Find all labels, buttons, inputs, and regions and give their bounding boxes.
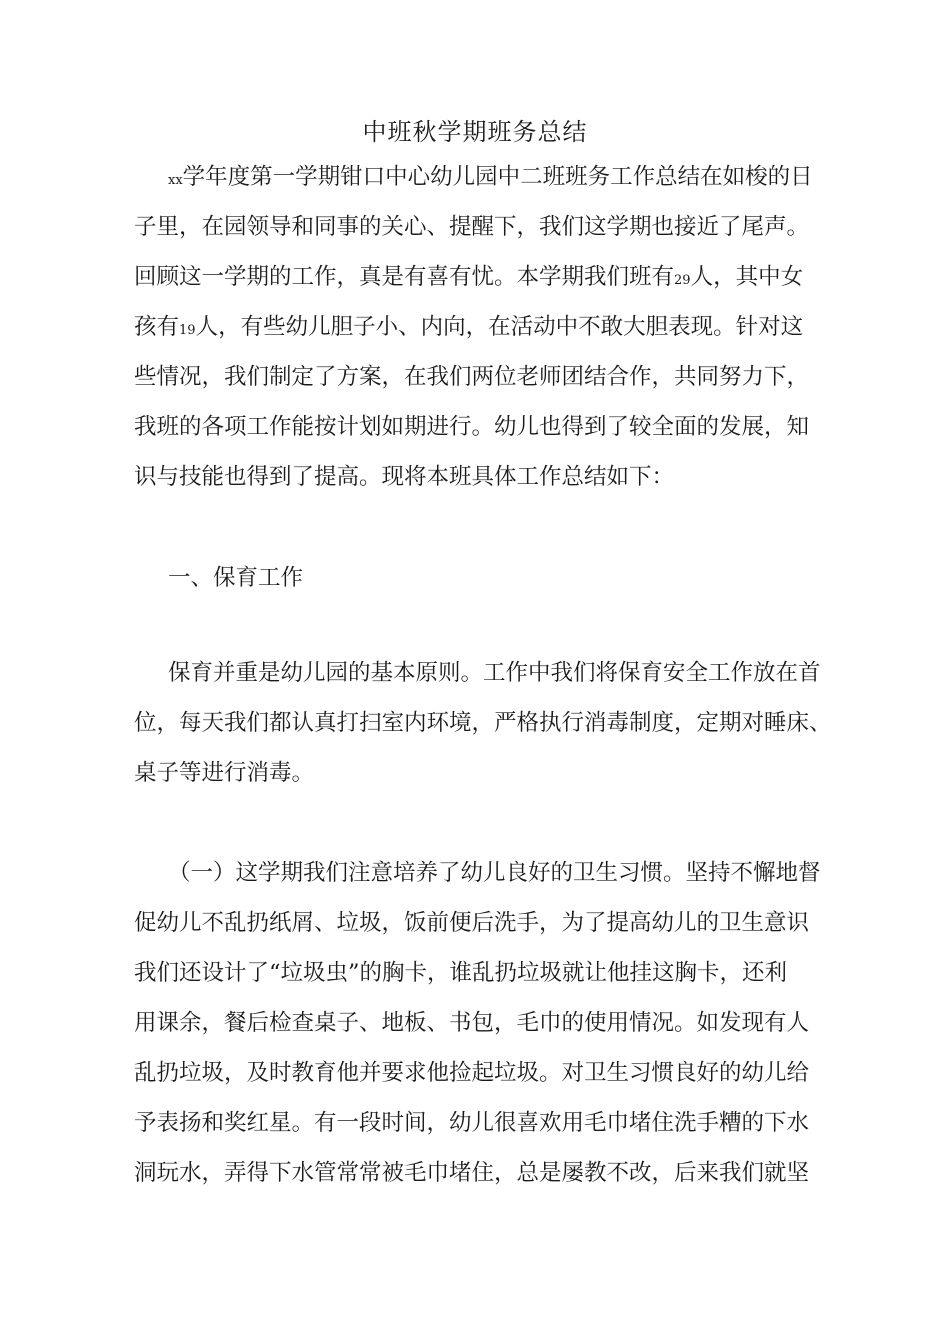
intro-line-1 [168, 162, 813, 196]
paragraph-line: 桌子等进行消毒。 [134, 760, 315, 786]
paragraph-line: 洞玩水，弄得下水管常常被毛巾堵住，总是屡教不改，后来我们就坚 [134, 1160, 810, 1186]
intro-line-1-text: 学年度第一学期钳口中心幼儿园中二班班务工作总结在如梭的日 [182, 164, 813, 190]
intro-line-5: 些情况，我们制定了方案，在我们两位老师团结合作，共同努力下， [134, 364, 810, 390]
intro-line-4-b: 人，有些幼儿胆子小、内向，在活动中不敢大胆表现。针对这 [195, 314, 804, 340]
section-heading: 一、保育工作 [168, 565, 304, 591]
paragraph-line: 促幼儿不乱扔纸屑、垃圾，饭前便后洗手，为了提高幼儿的卫生意识 [134, 910, 810, 936]
intro-line-3-b: 人，其中女 [690, 264, 804, 290]
class-size-number: 29 [674, 273, 691, 288]
intro-year-placeholder: xx [168, 173, 183, 188]
intro-line-6: 我班的各项工作能按计划如期进行。幼儿也得到了较全面的发展，知 [134, 414, 810, 440]
paragraph-line: 乱扔垃圾，及时教育他并要求他捡起垃圾。对卫生习惯良好的幼儿给 [134, 1060, 810, 1086]
document-title: 中班秋学期班务总结 [362, 118, 588, 146]
paragraph-line: 位，每天我们都认真打扫室内环境，严格执行消毒制度，定期对睡床、 [134, 710, 832, 736]
paragraph-line: 用课余，餐后检查桌子、地板、书包，毛巾的使用情况。如发现有人 [134, 1010, 810, 1036]
paragraph-line: （一）这学期我们注意培养了幼儿良好的卫生习惯。坚持不懈地督 [168, 860, 821, 886]
paragraph-line: 保育并重是幼儿园的基本原则。工作中我们将保育安全工作放在首 [168, 660, 821, 686]
intro-line-3-a: 回顾这一学期的工作，真是有喜有忧。本学期我们班有 [134, 264, 675, 290]
paragraph-line: 我们还设计了“垃圾虫”的胸卡，谁乱扔垃圾就让他挂这胸卡，还利 [134, 960, 788, 986]
intro-line-3 [134, 262, 803, 296]
intro-line-7: 识与技能也得到了提高。现将本班具体工作总结如下： [134, 464, 675, 490]
intro-line-4 [134, 312, 803, 346]
intro-line-2: 子里，在园领导和同事的关心、提醒下，我们这学期也接近了尾声。 [134, 214, 810, 240]
girls-count-number: 19 [179, 323, 196, 338]
paragraph-line: 予表扬和奖红星。有一段时间，幼儿很喜欢用毛巾堵住洗手糟的下水 [134, 1110, 810, 1136]
intro-line-4-a: 孩有 [134, 314, 180, 340]
